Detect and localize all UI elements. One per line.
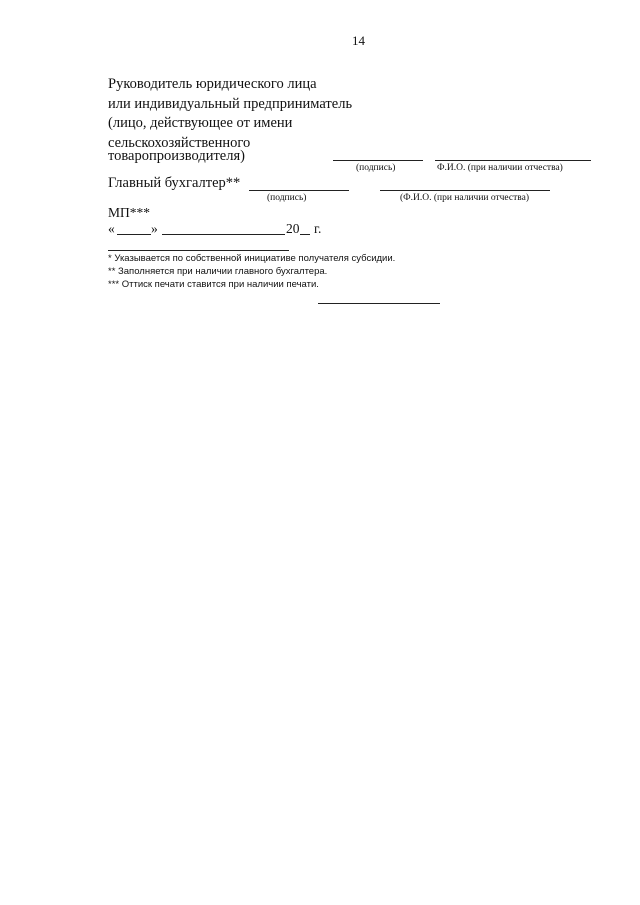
chief-accountant-label: Главный бухгалтер** [108,175,241,191]
manager-title-line-3: (лицо, действующее от имени [108,115,293,131]
date-year-line[interactable] [300,234,310,235]
accountant-name-caption: (Ф.И.О. (при наличии отчества) [400,193,529,203]
manager-name-caption: Ф.И.О. (при наличии отчества) [437,163,563,173]
footnote-3: *** Оттиск печати ставится при наличии печати. [108,279,319,290]
date-close-quote: » [151,221,158,236]
footnote-2: ** Заполняется при наличии главного бухгалтера. [108,266,328,277]
manager-name-line[interactable] [435,160,591,161]
accountant-signature-caption: (подпись) [267,193,307,203]
manager-signature-caption: (подпись) [356,163,396,173]
manager-signature-line[interactable] [333,160,423,161]
manager-title-line-5: товаропроизводителя) [108,148,245,164]
manager-title-line-2: или индивидуальный предприниматель [108,95,353,112]
accountant-signature-line[interactable] [249,190,349,191]
date-year-prefix: 20 [286,221,300,236]
page-number: 14 [352,33,365,48]
footnote-separator [108,250,289,251]
date-month-line[interactable] [162,234,285,235]
date-open-quote: « [108,221,115,236]
stamp-label: МП*** [108,205,151,220]
date-day-line[interactable] [117,234,151,235]
footnote-1: * Указывается по собственной инициативе получателя субсидии. [108,253,396,264]
manager-title-line-4: сельскохозяйственного [108,134,251,151]
date-year-suffix: г. [314,221,322,236]
manager-title-line-1: Руководитель юридического лица [108,76,317,92]
accountant-name-line[interactable] [380,190,550,191]
end-rule [318,303,440,304]
